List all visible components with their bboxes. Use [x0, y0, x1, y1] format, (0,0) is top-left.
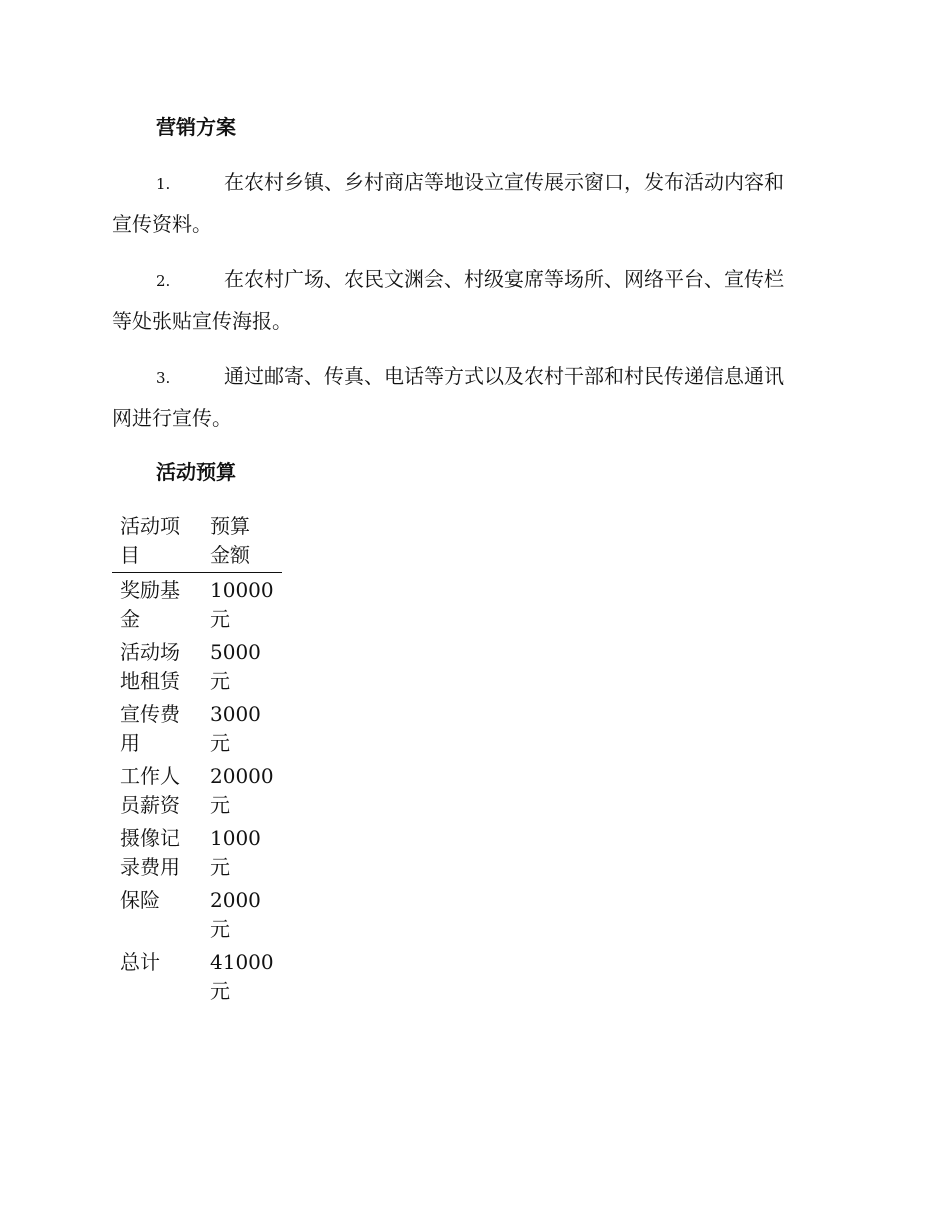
item-number: 1. [156, 175, 171, 193]
column-header-item: 活动项 目 [120, 514, 180, 567]
marketing-item [112, 356, 834, 438]
column-header-amount: 预算 金额 [210, 514, 250, 567]
table-row [112, 824, 282, 886]
cell-item: 工作人 员薪资 [120, 764, 180, 817]
cell-amount: 5000 元 [210, 640, 261, 693]
cell-item: 宣传费 用 [120, 702, 180, 755]
cell-amount: 2000 元 [210, 888, 261, 941]
item-text-line2: 网进行宣传。 [112, 406, 232, 430]
table-row-total [112, 948, 282, 1010]
marketing-item [112, 259, 834, 341]
item-text-line2: 宣传资料。 [112, 212, 212, 236]
marketing-heading: 营销方案 [156, 115, 236, 139]
budget-heading: 活动预算 [156, 460, 236, 484]
budget-table [112, 512, 282, 1010]
cell-item: 摄像记 录费用 [120, 826, 180, 879]
item-text-line1: 通过邮寄、传真、电话等方式以及农村干部和村民传递信息通讯 [224, 364, 784, 388]
table-row [112, 638, 282, 700]
marketing-item [112, 162, 834, 244]
item-number: 3. [156, 369, 171, 387]
table-row [112, 700, 282, 762]
cell-item: 活动场 地租赁 [120, 640, 180, 693]
cell-amount: 1000 元 [210, 826, 261, 879]
cell-amount: 20000 元 [210, 764, 274, 817]
item-text-line1: 在农村广场、农民文渊会、村级宴席等场所、网络平台、宣传栏 [224, 267, 784, 291]
table-header-row [112, 512, 282, 573]
table-row [112, 886, 282, 948]
cell-amount: 3000 元 [210, 702, 261, 755]
cell-item: 保险 [120, 888, 160, 912]
item-text-line2: 等处张贴宣传海报。 [112, 309, 292, 333]
cell-amount: 41000 元 [210, 950, 274, 1003]
item-number: 2. [156, 272, 171, 290]
item-text-line1: 在农村乡镇、乡村商店等地设立宣传展示窗口，发布活动内容和 [224, 170, 784, 194]
cell-item: 奖励基 金 [120, 578, 180, 631]
cell-item: 总计 [120, 950, 160, 974]
cell-amount: 10000 元 [210, 578, 274, 631]
table-row [112, 573, 282, 639]
table-row [112, 762, 282, 824]
